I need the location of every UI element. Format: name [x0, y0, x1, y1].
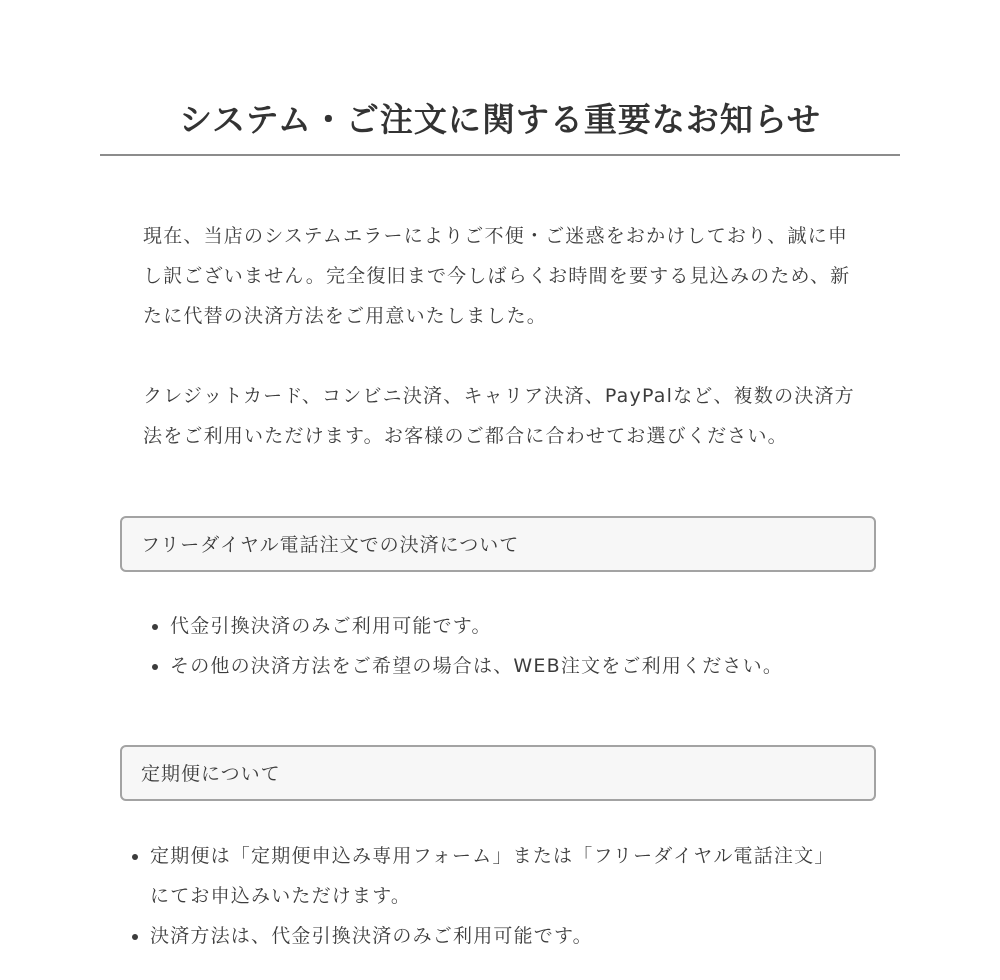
intro-paragraph-apology: 現在、当店のシステムエラーによりご不便・ご迷惑をおかけしており、誠に申し訳ございません。完全復旧まで今しばらくお時間を要する見込みのため、新たに代替の決済方法をご用意いたしました。 [143, 225, 851, 327]
list-item: 代金引換決済のみご利用可能です。 [170, 606, 870, 646]
title-divider [100, 154, 900, 156]
page-title: システム・ご注文に関する重要なお知らせ [179, 100, 821, 139]
intro-paragraph-payment-methods: クレジットカード、コンビニ決済、キャリア決済、PayPalなど、複数の決済方法をご利用いただけます。お客様のご都合に合わせてお選びください。 [143, 385, 855, 447]
section-heading-label: フリーダイヤル電話注文での決済について [141, 534, 520, 556]
list-item: その他の決済方法をご希望の場合は、WEB注文をご利用ください。 [170, 646, 870, 686]
subscription-list [150, 836, 850, 956]
list-item: 定期便は「定期便申込み専用フォーム」または「フリーダイヤル電話注文」にてお申込みいただけます。 [150, 836, 850, 916]
section-heading-subscription [120, 745, 876, 801]
list-item: 決済方法は、代金引換決済のみご利用可能です。 [150, 916, 850, 956]
phone-order-list [170, 606, 870, 686]
section-heading-label: 定期便について [141, 763, 281, 785]
section-heading-phone-order [120, 516, 876, 572]
